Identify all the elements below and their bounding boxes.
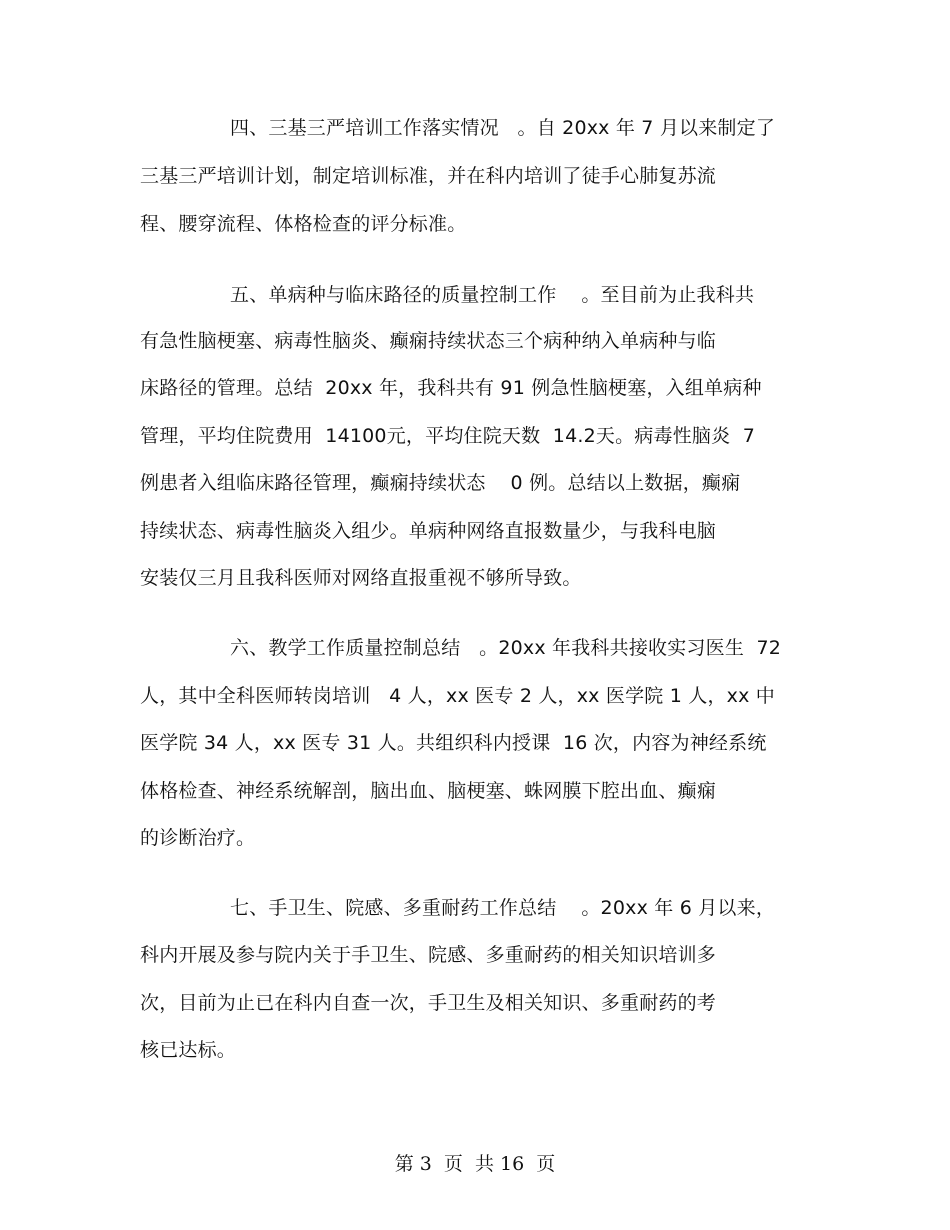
page-number-footer: 第 3 页 共 16 页 (394, 1153, 556, 1175)
section-6-line-2: 人，其中全科医师转岗培训 4 人，xx 医专 2 人，xx 医学院 1 人，xx 中 (140, 685, 775, 707)
section-6-line-5: 的诊断治疗。 (140, 827, 256, 849)
section-7-line-4: 核已达标。 (140, 1039, 237, 1061)
section-5-line-4: 管理，平均住院费用 14100元，平均住院天数 14.2天。病毒性脑炎 7 (140, 425, 756, 447)
section-7-line-3: 次，目前为止已在科内自查一次，手卫生及相关知识、多重耐药的考 (140, 992, 717, 1014)
section-5-line-6: 持续状态、病毒性脑炎入组少。单病种网络直报数量少，与我科电脑 (140, 520, 717, 542)
section-5-line-5: 例患者入组临床路径管理，癫痫持续状态 0 例。总结以上数据，癫痫 (140, 472, 741, 494)
section-5-line-2: 有急性脑梗塞、病毒性脑炎、癫痫持续状态三个病种纳入单病种与临 (140, 330, 717, 352)
section-4-line-2: 三基三严培训计划，制定培训标准，并在科内培训了徒手心肺复苏流 (140, 165, 717, 187)
section-6-line-4: 体格检查、神经系统解剖，脑出血、脑梗塞、蛛网膜下腔出血、癫痫 (140, 780, 717, 802)
section-6-line-1: 六、教学工作质量控制总结 。20xx 年我科共接收实习医生 72 (230, 637, 782, 659)
section-4-line-3: 程、腰穿流程、体格检查的评分标准。 (140, 213, 467, 235)
section-5-line-1: 五、单病种与临床路径的质量控制工作 。至目前为止我科共 (230, 284, 755, 306)
section-6-line-3: 医学院 34 人，xx 医专 31 人。共组织科内授课 16 次，内容为神经系统 (140, 732, 767, 754)
section-5-line-7: 安装仅三月且我科医师对网络直报重视不够所导致。 (140, 567, 582, 589)
section-5-line-3: 床路径的管理。总结 20xx 年，我科共有 91 例急性脑梗塞，入组单病种 (140, 377, 762, 399)
section-7-line-1: 七、手卫生、院感、多重耐药工作总结 。20xx 年 6 月以来， (230, 897, 776, 919)
section-4-line-1: 四、三基三严培训工作落实情况 。自 20xx 年 7 月以来制定了 (230, 117, 776, 139)
section-7-line-2: 科内开展及参与院内关于手卫生、院感、多重耐药的相关知识培训多 (140, 944, 717, 966)
